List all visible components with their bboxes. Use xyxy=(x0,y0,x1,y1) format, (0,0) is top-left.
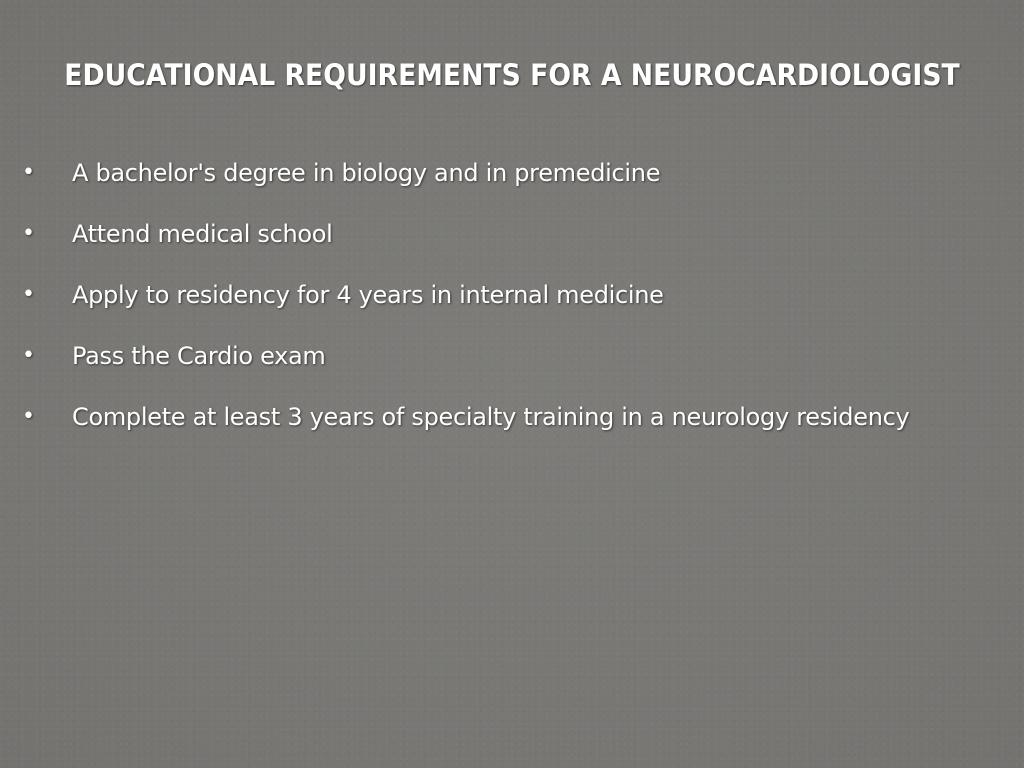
bullet-text: Complete at least 3 years of specialty training in a neurology residency xyxy=(72,403,910,431)
list-item xyxy=(0,215,1000,276)
bullet-text: Attend medical school xyxy=(72,220,333,248)
bullet-point: • xyxy=(22,282,35,307)
list-item xyxy=(0,154,1000,215)
list-item xyxy=(0,398,1000,459)
bullet-text: A bachelor's degree in biology and in premedicine xyxy=(72,159,661,187)
list-item xyxy=(0,276,1000,337)
slide-title: EDUCATIONAL REQUIREMENTS FOR A NEUROCARDIOLOGIST xyxy=(64,58,960,92)
bullet-point: • xyxy=(22,221,35,246)
bullet-point: • xyxy=(22,343,35,368)
list-item xyxy=(0,337,1000,398)
bullet-point: • xyxy=(22,160,35,185)
bullet-list xyxy=(0,154,1000,459)
bullet-text: Apply to residency for 4 years in internal medicine xyxy=(72,281,664,309)
bullet-point: • xyxy=(22,404,35,429)
bullet-text: Pass the Cardio exam xyxy=(72,342,326,370)
